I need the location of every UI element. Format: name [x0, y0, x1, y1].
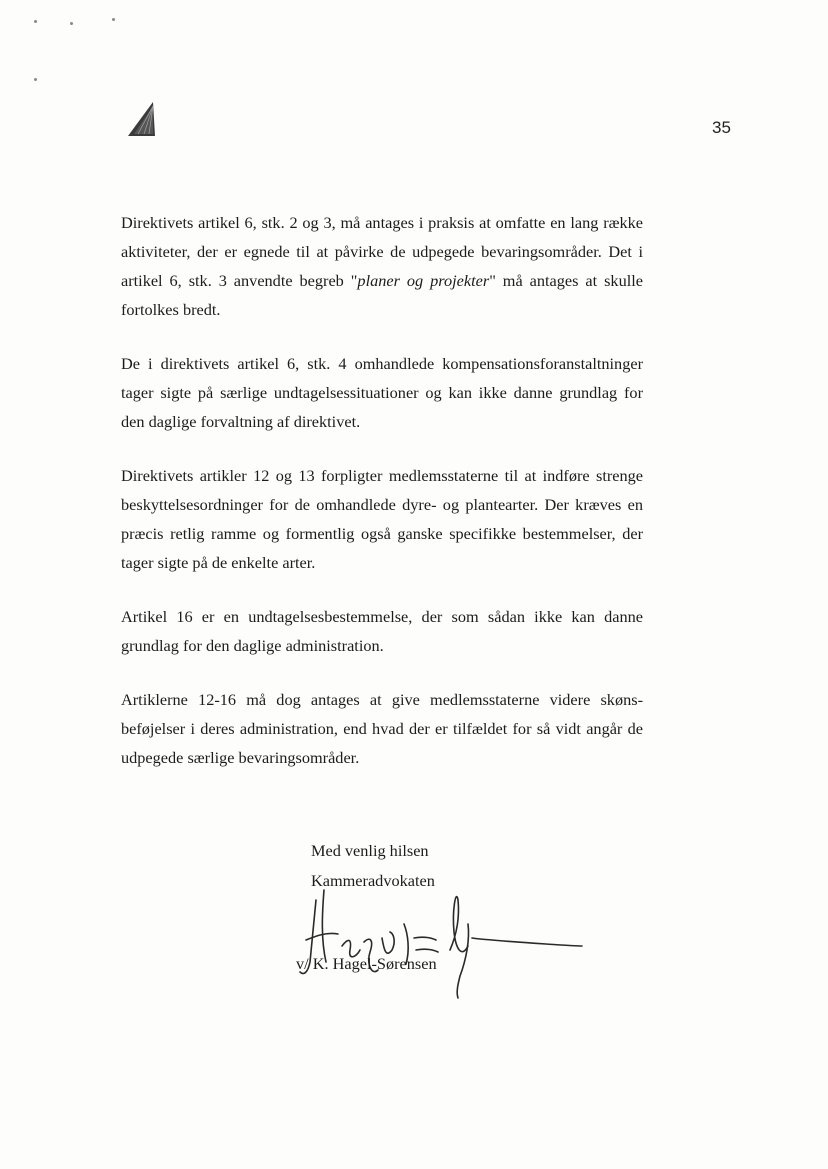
scan-speck [34, 78, 37, 81]
paragraph-1 [121, 208, 643, 324]
scan-speck [34, 20, 37, 23]
paragraph-4: Artikel 16 er en undtagelsesbestemmelse, der som sådan ikke kan danne grundlag for den daglige administration. [121, 607, 643, 655]
closing-greeting: Med venlig hilsen [311, 841, 429, 860]
paragraph-1-text-start: Direktivets artikel 6, stk. 2 og 3, må antages i praksis at omfatte en lang række aktiviteter, der er egnede til at påvirke de udpegede bevaringsområder. Det i artikel 6, stk. 3 anvendte begreb " [121, 213, 643, 290]
letter-body [121, 208, 643, 772]
paragraph-3: Direktivets artikler 12 og 13 forpligter medlemsstaterne til at indføre strenge beskyttelsesordninger for de omhandlede dyre- og plantearter. Der kræves en præcis retlig ramme og formentlig også ganske specifikke bestemmelser, der tager sigte på de enkelte arter. [121, 466, 643, 572]
paragraph-2: De i direktivets artikel 6, stk. 4 omhandlede kompensationsforanstaltninger tager sigte på særlige undtagelsessituationer og kan ikke danne grundlag for den daglige forvaltning af direktivet. [121, 354, 643, 431]
scan-speck [112, 18, 115, 21]
paragraph-1-italic-term: planer og projekter [357, 271, 490, 290]
paragraph-1-text-end: " må antages at skulle fortolkes bredt. [121, 271, 643, 319]
scan-speck [70, 22, 73, 25]
handwritten-signature [286, 880, 596, 1000]
signer-name: v/ K. Hagel-Sørensen [296, 954, 437, 973]
paragraph-5: Artiklerne 12-16 må dog antages at give medlemsstaterne videre skønsbeføjelser i deres administration, end hvad der er tilfældet for så vidt angår de udpegede særlige bevaringsområder. [121, 690, 643, 767]
page-number: 35 [712, 118, 731, 137]
closing-organization: Kammeradvokaten [311, 871, 435, 890]
triangle-logo-icon [126, 102, 156, 138]
